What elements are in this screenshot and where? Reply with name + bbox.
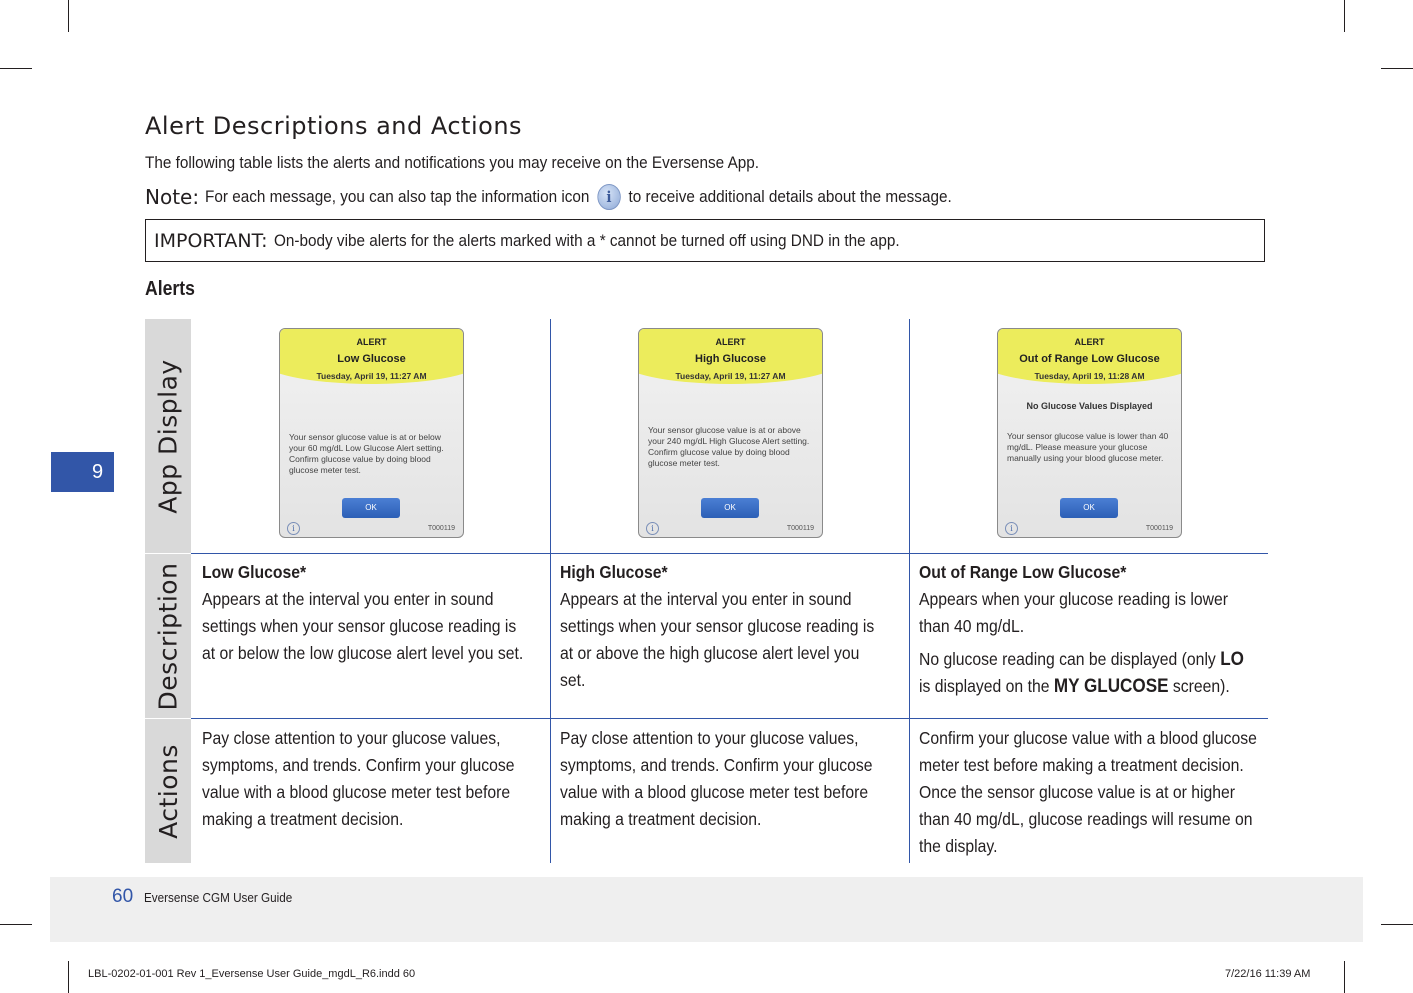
alert-type: ALERT [715, 337, 746, 347]
alert-code: T000119 [1145, 525, 1173, 532]
description-cell-low-glucose [202, 559, 562, 667]
print-slug-file: LBL-0202-01-001 Rev 1_Eversense User Guide_mgdL_R6.indd 60 [88, 968, 416, 980]
alert-screen-out-of-range-low [997, 328, 1182, 538]
lo-label: LO [1220, 649, 1244, 670]
alert-date: Tuesday, April 19, 11:28 AM [1034, 371, 1145, 381]
actions-text: Pay close attention to your glucose values, symptoms, and trends. Confirm your glucose value with a blood glucose meter test before making a treatment decision. [560, 728, 873, 829]
alert-title: Low Glucose [337, 353, 406, 365]
screen-name: MY GLUCOSE [1053, 676, 1169, 697]
note-line [145, 184, 1035, 210]
alert-type: ALERT [356, 337, 387, 347]
alert-title: High Glucose [695, 353, 766, 365]
alert-message: Your sensor glucose value is lower than 40 mg/dL. Please measure your glucose manually using your blood glucose meter. [1007, 431, 1169, 463]
crop-mark [1344, 0, 1345, 32]
print-slug-timestamp: 7/22/16 11:39 AM [1225, 968, 1311, 980]
alert-type: ALERT [1074, 337, 1105, 347]
important-text: On-body vibe alerts for the alerts marked with a * cannot be turned off using DND in the app. [273, 230, 900, 250]
description-title: Out of Range Low Glucose* [919, 562, 1127, 582]
crop-mark [1381, 68, 1413, 69]
actions-text: Pay close attention to your glucose values, symptoms, and trends. Confirm your glucose value with a blood glucose meter test before making a treatment decision. [202, 728, 515, 829]
description-title: Low Glucose* [202, 562, 307, 582]
alert-subtitle: No Glucose Values Displayed [1026, 401, 1153, 411]
alert-code: T000119 [427, 525, 455, 532]
row-header-description [145, 554, 191, 718]
ok-button[interactable]: OK [701, 498, 759, 518]
ok-button[interactable]: OK [342, 498, 400, 518]
crop-mark [68, 961, 69, 993]
row-divider [191, 553, 1268, 554]
note-label: Note: [145, 185, 200, 209]
alerts-heading: Alerts [145, 278, 195, 300]
description-cell-out-of-range-low [919, 559, 1289, 700]
alert-code: T000119 [786, 525, 814, 532]
crop-mark [0, 924, 32, 925]
important-label: IMPORTANT: [154, 229, 268, 252]
alert-message: Your sensor glucose value is at or below your 60 mg/dL Low Glucose Alert setting. Confirm glucose value by doing blood glucose meter test. [289, 432, 444, 475]
description-text: Appears at the interval you enter in sound settings when your sensor glucose reading is at or above the high glucose alert level you set. [560, 589, 875, 690]
row-header-label: Description [153, 562, 183, 710]
crop-mark [1344, 961, 1345, 993]
important-box [145, 219, 1265, 262]
row-header-actions [145, 719, 191, 863]
alert-message: Your sensor glucose value is at or above your 240 mg/dL High Glucose Alert setting. Confirm glucose value by doing blood glucose meter test. [648, 425, 810, 468]
crop-mark [1381, 924, 1413, 925]
description-extra [919, 646, 1252, 700]
page-title: Alert Descriptions and Actions [145, 112, 523, 140]
alert-screen-high-glucose [638, 328, 823, 538]
description-title: High Glucose* [560, 562, 668, 582]
actions-cell-low-glucose [202, 725, 572, 833]
ok-button[interactable]: OK [1060, 498, 1118, 518]
row-header-label: Actions [153, 743, 183, 839]
alert-screen-low-glucose [279, 328, 464, 538]
description-text: Appears when your glucose reading is lower than 40 mg/dL. [919, 589, 1229, 636]
intro-text: The following table lists the alerts and notifications you may receive on the Eversense App. [145, 153, 760, 172]
info-icon[interactable]: i [287, 522, 300, 535]
info-icon[interactable]: i [1005, 522, 1018, 535]
page-footer [50, 877, 1363, 942]
row-header-app-display [145, 319, 191, 553]
alert-date: Tuesday, April 19, 11:27 AM [316, 371, 427, 381]
alert-title: Out of Range Low Glucose [1019, 353, 1160, 365]
page-number: 60 [112, 886, 134, 907]
note-text-before: For each message, you can also tap the information icon [205, 187, 590, 206]
description-extra-before: No glucose reading can be displayed (only [919, 649, 1216, 669]
description-text: Appears at the interval you enter in sound settings when your sensor glucose reading is at or below the low glucose alert level you set. [202, 589, 524, 663]
actions-text: Confirm your glucose value with a blood glucose meter test before making a treatment decision. Once the sensor glucose value is at or higher than 40 mg/dL, glucose readings will resume on the display. [919, 728, 1257, 856]
description-extra-after: screen). [1172, 676, 1230, 696]
description-cell-high-glucose [560, 559, 920, 694]
note-text [205, 184, 952, 210]
alert-date: Tuesday, April 19, 11:27 AM [675, 371, 786, 381]
description-extra-middle: is displayed on the [919, 676, 1050, 696]
actions-cell-out-of-range-low [919, 725, 1301, 860]
row-divider [191, 718, 1268, 719]
info-icon: i [597, 184, 620, 210]
crop-mark [68, 0, 69, 32]
note-text-after: to receive additional details about the message. [628, 187, 952, 206]
crop-mark [0, 68, 32, 69]
info-icon[interactable]: i [646, 522, 659, 535]
guide-title: Eversense CGM User Guide [144, 890, 293, 905]
alerts-table [145, 319, 1268, 863]
actions-cell-high-glucose [560, 725, 930, 833]
row-header-label: App Display [153, 358, 183, 514]
chapter-tab: 9 [51, 452, 114, 492]
